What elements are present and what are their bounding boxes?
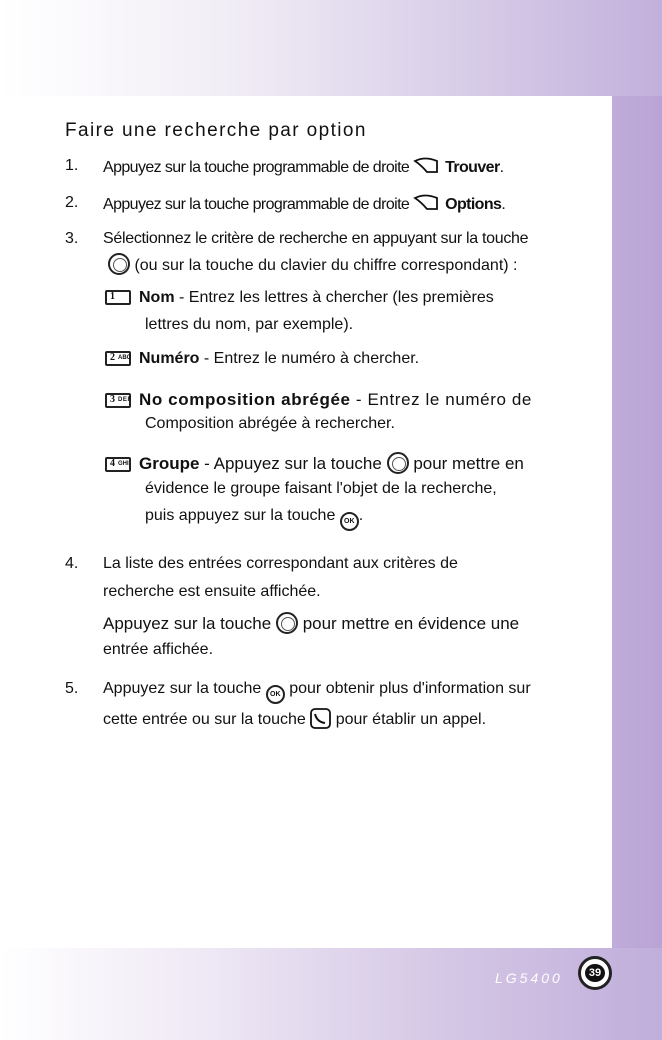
step-3-line-1: Sélectionnez le critère de recherche en appuyant sur la touche — [103, 230, 529, 247]
option-numero: 2 ABC Numéro - Entrez le numéro à chercher. — [105, 350, 419, 368]
model-brand: LG5400 — [495, 970, 563, 986]
key-3-icon: 3 DEF — [105, 393, 131, 408]
step-3-number: 3. — [65, 230, 79, 247]
step-5-number: 5. — [65, 680, 79, 697]
option-composition-line-2: Composition abrégée à rechercher. — [145, 415, 395, 432]
option-composition: 3 DEF No composition abrégée - Entrez le numéro de — [105, 390, 532, 410]
right-soft-key-icon — [413, 194, 443, 212]
navigation-key-icon — [108, 253, 130, 275]
page-number: 39 — [578, 956, 612, 990]
option-nom: 1 Nom - Entrez les lettres à chercher (les premières — [105, 289, 494, 307]
navigation-key-icon — [276, 612, 298, 634]
options-label: Options — [445, 196, 502, 213]
step-4-line-4: entrée affichée. — [103, 641, 214, 658]
key-2-icon: 2 ABC — [105, 351, 131, 366]
key-1-icon: 1 — [105, 290, 131, 305]
step-4-line-3: Appuyez sur la touche pour mettre en évidence une — [103, 614, 520, 633]
step-1-text: Appuyez sur la touche programmable de droite — [103, 159, 410, 176]
step-2-number: 2. — [65, 194, 79, 211]
key-4-icon: 4 GHI — [105, 457, 131, 472]
ok-key-icon: OK — [340, 512, 359, 531]
step-4-number: 4. — [65, 555, 79, 572]
option-numero-label: Numéro — [139, 350, 200, 367]
option-groupe-line-2: évidence le groupe faisant l'objet de la recherche, — [145, 480, 497, 497]
option-groupe: 4 GHI Groupe - Appuyez sur la touche pour mettre en — [105, 452, 524, 474]
option-composition-label: No composition abrégée — [139, 390, 351, 409]
option-nom-line-2: lettres du nom, par exemple). — [145, 316, 354, 333]
step-2: Appuyez sur la touche programmable de droite Options. — [103, 196, 506, 213]
header-band — [0, 0, 662, 96]
step-5-line-1: Appuyez sur la touche OK pour obtenir plus d'information sur — [103, 680, 531, 704]
step-2-text: Appuyez sur la touche programmable de droite — [103, 196, 410, 213]
step-4-line-1: La liste des entrées correspondant aux critères de — [103, 555, 458, 572]
navigation-key-icon — [387, 452, 409, 474]
step-1-number: 1. — [65, 157, 79, 174]
step-1: Appuyez sur la touche programmable de droite Trouver. — [103, 159, 504, 176]
option-groupe-line-3: puis appuyez sur la touche OK . — [145, 507, 363, 531]
section-title: Faire une recherche par option — [65, 120, 367, 141]
send-key-icon — [310, 708, 331, 729]
ok-key-icon: OK — [266, 685, 285, 704]
trouver-label: Trouver — [445, 159, 500, 176]
option-nom-label: Nom — [139, 289, 175, 306]
right-soft-key-icon — [413, 157, 443, 175]
step-5-line-2: cette entrée ou sur la touche pour établir un appel. — [103, 708, 486, 729]
option-groupe-label: Groupe — [139, 454, 200, 473]
step-4-line-2: recherche est ensuite affichée. — [103, 583, 321, 600]
footer-band — [0, 948, 662, 1040]
step-3-line-2: (ou sur la touche du clavier du chiffre correspondant) : — [108, 253, 517, 275]
